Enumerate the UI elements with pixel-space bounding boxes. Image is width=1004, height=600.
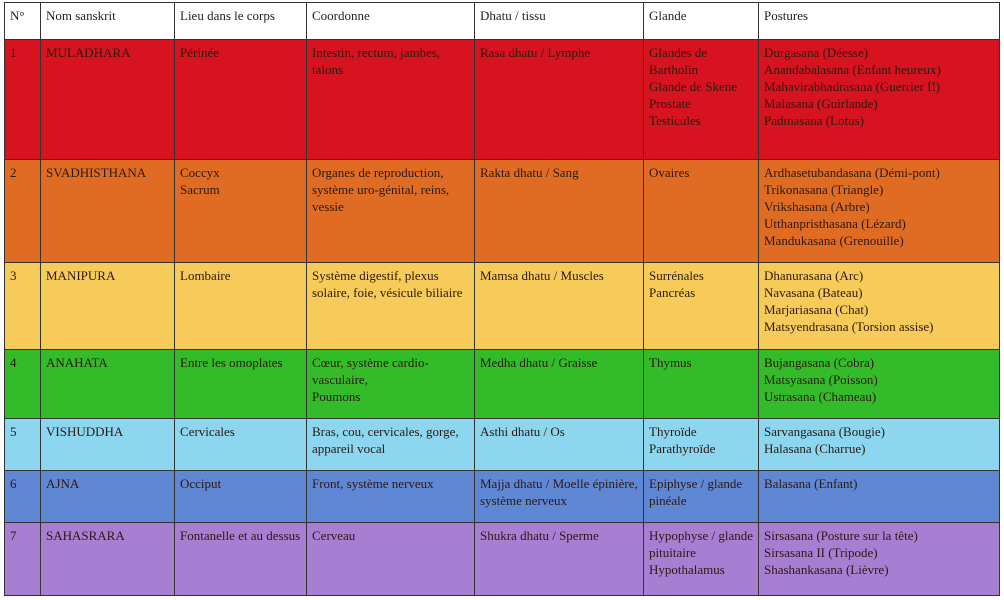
cell-body-location: Entre les omoplates <box>175 350 307 419</box>
cell-number: 4 <box>5 350 41 419</box>
table-row <box>5 160 1000 263</box>
cell-coordinates: Organes de reproduction, système uro-génital, reins, vessie <box>307 160 475 263</box>
cell-postures: Sirsasana (Posture sur la tête) Sirsasana II (Tripode) Shashankasana (Lièvre) <box>759 523 1000 596</box>
cell-sanskrit-name: ANAHATA <box>41 350 175 419</box>
table-row <box>5 350 1000 419</box>
cell-gland: Surrénales Pancréas <box>644 263 759 350</box>
cell-sanskrit-name: MULADHARA <box>41 40 175 160</box>
cell-coordinates: Système digestif, plexus solaire, foie, vésicule biliaire <box>307 263 475 350</box>
cell-sanskrit-name: SVADHISTHANA <box>41 160 175 263</box>
cell-gland: Hypophyse / glande pituitaire Hypothalamus <box>644 523 759 596</box>
cell-body-location: Coccyx Sacrum <box>175 160 307 263</box>
chakra-table <box>4 2 1000 596</box>
cell-postures: Durgasana (Déesse) Anandabalasana (Enfant heureux) Mahavirabhadrasana (Guerrier II) Malasana (Guirlande) Padmasana (Lotus) <box>759 40 1000 160</box>
cell-gland: Epiphyse / glande pinéale <box>644 471 759 523</box>
cell-coordinates: Front, système nerveux <box>307 471 475 523</box>
cell-dhatu: Asthi dhatu / Os <box>475 419 644 471</box>
header-sanskrit-name: Nom sanskrit <box>41 3 175 40</box>
cell-gland: Thyroïde Parathyroïde <box>644 419 759 471</box>
header-body-location: Lieu dans le corps <box>175 3 307 40</box>
cell-postures: Balasana (Enfant) <box>759 471 1000 523</box>
cell-body-location: Cervicales <box>175 419 307 471</box>
table-row <box>5 419 1000 471</box>
cell-postures: Dhanurasana (Arc) Navasana (Bateau) Marjariasana (Chat) Matsyendrasana (Torsion assise) <box>759 263 1000 350</box>
cell-body-location: Occiput <box>175 471 307 523</box>
cell-number: 1 <box>5 40 41 160</box>
cell-dhatu: Mamsa dhatu / Muscles <box>475 263 644 350</box>
cell-dhatu: Majja dhatu / Moelle épinière, système nerveux <box>475 471 644 523</box>
header-row <box>5 3 1000 40</box>
cell-coordinates: Intestin, rectum, jambes, talons <box>307 40 475 160</box>
cell-body-location: Périnée <box>175 40 307 160</box>
header-coordinates: Coordonne <box>307 3 475 40</box>
table-row <box>5 471 1000 523</box>
cell-number: 6 <box>5 471 41 523</box>
cell-body-location: Lombaire <box>175 263 307 350</box>
header-gland: Glande <box>644 3 759 40</box>
table-row <box>5 40 1000 160</box>
cell-number: 2 <box>5 160 41 263</box>
cell-coordinates: Cœur, système cardio-vasculaire, Poumons <box>307 350 475 419</box>
cell-postures: Ardhasetubandasana (Démi-pont) Trikonasana (Triangle) Vrikshasana (Arbre) Utthanpristhasana (Lézard) Mandukasana (Grenouille) <box>759 160 1000 263</box>
cell-gland: Glandes de Bartholin Glande de Skene Prostate Testicules <box>644 40 759 160</box>
header-number: N° <box>5 3 41 40</box>
cell-body-location: Fontanelle et au dessus <box>175 523 307 596</box>
cell-number: 3 <box>5 263 41 350</box>
cell-coordinates: Cerveau <box>307 523 475 596</box>
cell-postures: Sarvangasana (Bougie) Halasana (Charrue) <box>759 419 1000 471</box>
cell-gland: Thymus <box>644 350 759 419</box>
cell-postures: Bujangasana (Cobra) Matsyasana (Poisson) Ustrasana (Chameau) <box>759 350 1000 419</box>
table-row <box>5 263 1000 350</box>
cell-sanskrit-name: VISHUDDHA <box>41 419 175 471</box>
cell-gland: Ovaires <box>644 160 759 263</box>
cell-dhatu: Medha dhatu / Graisse <box>475 350 644 419</box>
cell-number: 7 <box>5 523 41 596</box>
cell-sanskrit-name: SAHASRARA <box>41 523 175 596</box>
header-postures: Postures <box>759 3 1000 40</box>
cell-number: 5 <box>5 419 41 471</box>
cell-sanskrit-name: AJNA <box>41 471 175 523</box>
cell-coordinates: Bras, cou, cervicales, gorge, appareil vocal <box>307 419 475 471</box>
cell-dhatu: Shukra dhatu / Sperme <box>475 523 644 596</box>
header-dhatu: Dhatu / tissu <box>475 3 644 40</box>
table-row <box>5 523 1000 596</box>
cell-sanskrit-name: MANIPURA <box>41 263 175 350</box>
cell-dhatu: Rakta dhatu / Sang <box>475 160 644 263</box>
cell-dhatu: Rasa dhatu / Lymphe <box>475 40 644 160</box>
